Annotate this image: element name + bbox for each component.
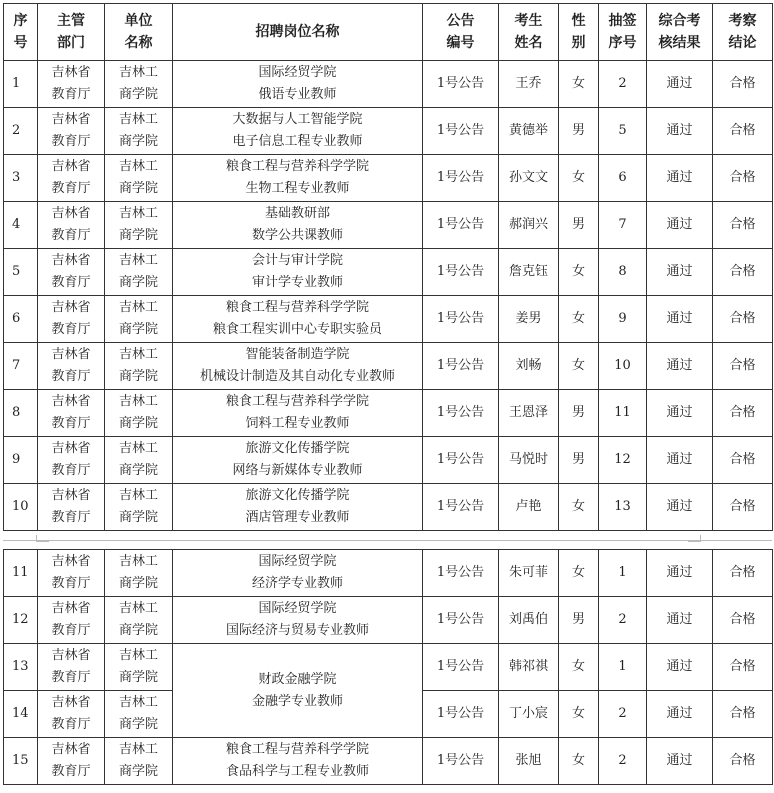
cell-position: 粮食工程与营养科学学院 粮食工程实训中心专职实验员	[173, 296, 423, 343]
cell-gender: 女	[559, 343, 599, 390]
cell-seq: 14	[4, 691, 38, 738]
cell-dept: 吉林省 教育厅	[38, 437, 105, 484]
cell-position: 财政金融学院 金融学专业教师	[173, 644, 423, 738]
cell-unit: 吉林工 商学院	[105, 644, 173, 691]
cell-seq: 7	[4, 343, 38, 390]
cell-result: 通过	[647, 484, 713, 531]
cell-seq: 12	[4, 597, 38, 644]
cell-dept: 吉林省 教育厅	[38, 550, 105, 597]
cell-result: 通过	[647, 738, 713, 785]
cell-gender: 男	[559, 202, 599, 249]
cell-conclusion: 合格	[713, 202, 773, 249]
cell-gender: 女	[559, 550, 599, 597]
table-row	[4, 61, 773, 108]
cell-notice: 1号公告	[423, 155, 499, 202]
cell-dept: 吉林省 教育厅	[38, 249, 105, 296]
cell-conclusion: 合格	[713, 390, 773, 437]
cell-seq: 11	[4, 550, 38, 597]
cell-name: 马悦时	[499, 437, 559, 484]
header-unit: 单位 名称	[105, 4, 173, 61]
cell-position: 智能装备制造学院 机械设计制造及其自动化专业教师	[173, 343, 423, 390]
cell-unit: 吉林工 商学院	[105, 484, 173, 531]
cell-position: 基础教研部 数学公共课教师	[173, 202, 423, 249]
cell-dept: 吉林省 教育厅	[38, 343, 105, 390]
cell-name: 刘禹伯	[499, 597, 559, 644]
cell-conclusion: 合格	[713, 597, 773, 644]
cell-conclusion: 合格	[713, 155, 773, 202]
cell-draw: 1	[599, 550, 647, 597]
cell-conclusion: 合格	[713, 484, 773, 531]
header-gender: 性 别	[559, 4, 599, 61]
cell-conclusion: 合格	[713, 108, 773, 155]
cell-position: 国际经贸学院 经济学专业教师	[173, 550, 423, 597]
cell-position: 国际经贸学院 俄语专业教师	[173, 61, 423, 108]
table-row	[4, 390, 773, 437]
cell-notice: 1号公告	[423, 597, 499, 644]
cell-draw: 10	[599, 343, 647, 390]
table-row	[4, 155, 773, 202]
cell-gender: 女	[559, 296, 599, 343]
cell-unit: 吉林工 商学院	[105, 155, 173, 202]
cell-conclusion: 合格	[713, 437, 773, 484]
cell-unit: 吉林工 商学院	[105, 390, 173, 437]
cell-unit: 吉林工 商学院	[105, 597, 173, 644]
cell-dept: 吉林省 教育厅	[38, 155, 105, 202]
cell-result: 通过	[647, 390, 713, 437]
cell-gender: 男	[559, 108, 599, 155]
cell-conclusion: 合格	[713, 738, 773, 785]
cell-unit: 吉林工 商学院	[105, 249, 173, 296]
cell-seq: 5	[4, 249, 38, 296]
cell-conclusion: 合格	[713, 249, 773, 296]
cell-unit: 吉林工 商学院	[105, 437, 173, 484]
cell-notice: 1号公告	[423, 484, 499, 531]
table-row	[4, 108, 773, 155]
cell-dept: 吉林省 教育厅	[38, 108, 105, 155]
cell-result: 通过	[647, 249, 713, 296]
cell-position: 旅游文化传播学院 酒店管理专业教师	[173, 484, 423, 531]
cell-position: 国际经贸学院 国际经济与贸易专业教师	[173, 597, 423, 644]
cell-position: 粮食工程与营养科学学院 生物工程专业教师	[173, 155, 423, 202]
cell-position: 大数据与人工智能学院 电子信息工程专业教师	[173, 108, 423, 155]
cell-unit: 吉林工 商学院	[105, 691, 173, 738]
cell-name: 张旭	[499, 738, 559, 785]
cell-dept: 吉林省 教育厅	[38, 296, 105, 343]
cell-gender: 女	[559, 484, 599, 531]
cell-notice: 1号公告	[423, 343, 499, 390]
cell-unit: 吉林工 商学院	[105, 202, 173, 249]
cell-draw: 12	[599, 437, 647, 484]
cell-name: 王恩泽	[499, 390, 559, 437]
cell-seq: 2	[4, 108, 38, 155]
table-row	[4, 597, 773, 644]
cell-result: 通过	[647, 61, 713, 108]
cell-draw: 2	[599, 61, 647, 108]
cell-name: 黄德举	[499, 108, 559, 155]
cell-notice: 1号公告	[423, 108, 499, 155]
results-table-bottom	[3, 549, 773, 785]
cell-seq: 15	[4, 738, 38, 785]
cell-unit: 吉林工 商学院	[105, 296, 173, 343]
cell-unit: 吉林工 商学院	[105, 108, 173, 155]
cell-draw: 2	[599, 597, 647, 644]
cell-seq: 4	[4, 202, 38, 249]
cell-unit: 吉林工 商学院	[105, 343, 173, 390]
cell-dept: 吉林省 教育厅	[38, 61, 105, 108]
cell-conclusion: 合格	[713, 550, 773, 597]
table-row	[4, 202, 773, 249]
cell-gender: 女	[559, 644, 599, 691]
cell-draw: 1	[599, 644, 647, 691]
results-table-top	[3, 3, 773, 531]
cell-name: 詹克钰	[499, 249, 559, 296]
cell-gender: 女	[559, 691, 599, 738]
cell-draw: 8	[599, 249, 647, 296]
table-row	[4, 343, 773, 390]
cell-conclusion: 合格	[713, 296, 773, 343]
header-dept: 主管 部门	[38, 4, 105, 61]
cell-result: 通过	[647, 550, 713, 597]
cell-seq: 6	[4, 296, 38, 343]
header-row	[4, 4, 773, 61]
cell-notice: 1号公告	[423, 61, 499, 108]
cell-result: 通过	[647, 202, 713, 249]
cell-draw: 2	[599, 691, 647, 738]
cell-result: 通过	[647, 437, 713, 484]
table-row	[4, 249, 773, 296]
cell-position: 旅游文化传播学院 网络与新媒体专业教师	[173, 437, 423, 484]
cell-gender: 女	[559, 155, 599, 202]
cell-conclusion: 合格	[713, 644, 773, 691]
cell-seq: 10	[4, 484, 38, 531]
cell-notice: 1号公告	[423, 202, 499, 249]
cell-notice: 1号公告	[423, 644, 499, 691]
page-break-line	[3, 540, 772, 541]
cell-notice: 1号公告	[423, 437, 499, 484]
cell-dept: 吉林省 教育厅	[38, 597, 105, 644]
page-corner-mark-right	[688, 535, 701, 542]
cell-name: 姜男	[499, 296, 559, 343]
cell-name: 韩祁祺	[499, 644, 559, 691]
table-row	[4, 550, 773, 597]
cell-position: 会计与审计学院 审计学专业教师	[173, 249, 423, 296]
table-row	[4, 644, 773, 691]
cell-draw: 2	[599, 738, 647, 785]
cell-draw: 13	[599, 484, 647, 531]
cell-conclusion: 合格	[713, 343, 773, 390]
cell-notice: 1号公告	[423, 691, 499, 738]
cell-draw: 6	[599, 155, 647, 202]
cell-seq: 8	[4, 390, 38, 437]
cell-name: 丁小宸	[499, 691, 559, 738]
cell-position: 粮食工程与营养科学学院 饲料工程专业教师	[173, 390, 423, 437]
cell-dept: 吉林省 教育厅	[38, 691, 105, 738]
table-row	[4, 484, 773, 531]
cell-name: 王乔	[499, 61, 559, 108]
cell-gender: 男	[559, 390, 599, 437]
cell-result: 通过	[647, 296, 713, 343]
table-row	[4, 738, 773, 785]
header-seq: 序 号	[4, 4, 38, 61]
cell-name: 郝润兴	[499, 202, 559, 249]
cell-gender: 男	[559, 597, 599, 644]
cell-notice: 1号公告	[423, 249, 499, 296]
cell-unit: 吉林工 商学院	[105, 61, 173, 108]
cell-conclusion: 合格	[713, 61, 773, 108]
cell-unit: 吉林工 商学院	[105, 738, 173, 785]
cell-name: 朱可菲	[499, 550, 559, 597]
header-name: 考生 姓名	[499, 4, 559, 61]
cell-gender: 男	[559, 437, 599, 484]
cell-result: 通过	[647, 108, 713, 155]
cell-dept: 吉林省 教育厅	[38, 484, 105, 531]
cell-gender: 女	[559, 249, 599, 296]
cell-draw: 7	[599, 202, 647, 249]
cell-result: 通过	[647, 155, 713, 202]
cell-gender: 女	[559, 61, 599, 108]
cell-result: 通过	[647, 644, 713, 691]
cell-notice: 1号公告	[423, 550, 499, 597]
cell-unit: 吉林工 商学院	[105, 550, 173, 597]
cell-conclusion: 合格	[713, 691, 773, 738]
header-position: 招聘岗位名称	[173, 4, 423, 61]
cell-result: 通过	[647, 691, 713, 738]
page-corner-mark-left	[36, 535, 49, 542]
cell-seq: 9	[4, 437, 38, 484]
cell-seq: 1	[4, 61, 38, 108]
cell-notice: 1号公告	[423, 296, 499, 343]
cell-name: 刘畅	[499, 343, 559, 390]
cell-dept: 吉林省 教育厅	[38, 202, 105, 249]
cell-name: 孙文文	[499, 155, 559, 202]
header-draw: 抽签 序号	[599, 4, 647, 61]
cell-result: 通过	[647, 597, 713, 644]
cell-draw: 11	[599, 390, 647, 437]
table-row	[4, 437, 773, 484]
header-result: 综合考 核结果	[647, 4, 713, 61]
cell-draw: 5	[599, 108, 647, 155]
cell-draw: 9	[599, 296, 647, 343]
cell-name: 卢艳	[499, 484, 559, 531]
cell-gender: 女	[559, 738, 599, 785]
cell-notice: 1号公告	[423, 738, 499, 785]
cell-dept: 吉林省 教育厅	[38, 644, 105, 691]
table-row	[4, 296, 773, 343]
header-notice: 公告 编号	[423, 4, 499, 61]
cell-result: 通过	[647, 343, 713, 390]
cell-seq: 3	[4, 155, 38, 202]
cell-seq: 13	[4, 644, 38, 691]
header-conclusion: 考察 结论	[713, 4, 773, 61]
cell-position: 粮食工程与营养科学学院 食品科学与工程专业教师	[173, 738, 423, 785]
cell-notice: 1号公告	[423, 390, 499, 437]
cell-dept: 吉林省 教育厅	[38, 738, 105, 785]
cell-dept: 吉林省 教育厅	[38, 390, 105, 437]
